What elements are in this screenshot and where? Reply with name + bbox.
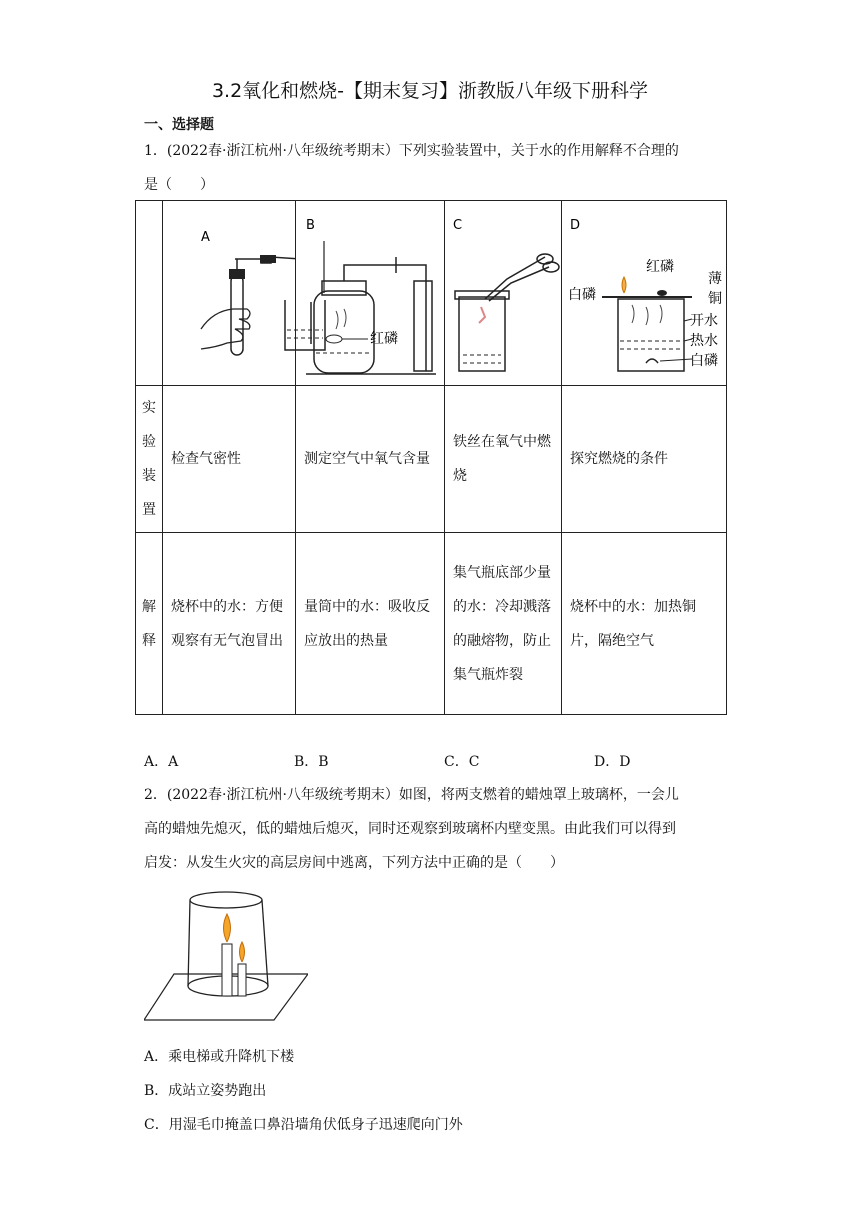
figure-d-white-phosphorus-2-label: 白磷: [690, 353, 718, 369]
figure-b-red-phosphorus-label: 红磷: [370, 331, 398, 347]
q1-option-c[interactable]: C．C: [444, 754, 480, 770]
question-2: [144, 778, 728, 880]
candle-glass-figure: [144, 884, 308, 1024]
figure-d-combustion-conditions-apparatus: [562, 201, 726, 381]
q2-option-b[interactable]: B．成站立姿势跑出: [144, 1083, 267, 1099]
question-1-line-2: 是（ ）: [144, 177, 214, 193]
figure-c-cell: [445, 201, 562, 386]
figure-a-beaker: [281, 296, 331, 356]
figure-d-cell: [562, 201, 727, 386]
explanation-a: 烧杯中的水：方便观察有无气泡冒出: [163, 533, 296, 715]
figure-d-boiling-water-label: 开水: [690, 313, 718, 329]
apparatus-a: 检查气密性: [163, 386, 296, 533]
explanation-c: 集气瓶底部少量的水：冷却溅落的融熔物，防止集气瓶炸裂: [445, 533, 562, 715]
figure-b-letter: B: [306, 218, 315, 233]
figure-d-hot-water-label: 热水: [690, 333, 718, 349]
figure-a-letter: A: [201, 230, 210, 245]
figure-d-thin-label: 薄: [708, 271, 722, 287]
q2-option-a[interactable]: A．乘电梯或升降机下楼: [144, 1049, 295, 1065]
figure-d-white-phosphorus-label: 白磷: [568, 287, 596, 303]
apparatus-b: 测定空气中氧气含量: [296, 386, 445, 533]
question-1: [144, 134, 728, 202]
question-2-line-3: 启发：从发生火灾的高层房间中逃离，下列方法中正确的是（ ）: [144, 855, 564, 871]
experiment-table: [135, 200, 727, 715]
row-label-apparatus: 实 验 装 置: [136, 386, 163, 533]
figure-d-letter: D: [570, 218, 581, 233]
table-cell-empty: [136, 201, 163, 386]
page-title: 3.2氧化和燃烧-【期末复习】浙教版八年级下册科学: [211, 80, 649, 102]
q1-option-d[interactable]: D．D: [594, 754, 631, 770]
figure-a-airtightness-apparatus: [163, 201, 295, 381]
apparatus-c: 铁丝在氧气中燃烧: [445, 386, 562, 533]
explanation-d: 烧杯中的水：加热铜片，隔绝空气: [562, 533, 727, 715]
figure-a-cell: [163, 201, 296, 386]
figure-d-copper-label: 铜: [708, 291, 722, 307]
figure-b-cell: [296, 201, 445, 386]
table-row-figures: [136, 201, 727, 386]
q1-option-b[interactable]: B．B: [294, 754, 329, 770]
explanation-b: 量筒中的水：吸收反应放出的热量: [296, 533, 445, 715]
figure-c-letter: C: [453, 218, 463, 233]
question-1-line-1: 1．(2022春·浙江杭州·八年级统考期末）下列实验装置中，关于水的作用解释不合理的: [144, 143, 679, 159]
table-row-apparatus: [136, 386, 727, 533]
q1-option-a[interactable]: A．A: [144, 754, 179, 770]
row-label-explanation: 解 释: [136, 533, 163, 715]
question-2-line-1: 2．(2022春·浙江杭州·八年级统考期末）如图，将两支燃着的蜡烛罩上玻璃杯，一会儿: [144, 787, 679, 803]
q2-option-c[interactable]: C．用湿毛巾掩盖口鼻沿墙角伏低身子迅速爬向门外: [144, 1117, 463, 1133]
apparatus-d: 探究燃烧的条件: [562, 386, 727, 533]
table-row-explanation: [136, 533, 727, 715]
figure-d-red-phosphorus-label: 红磷: [646, 259, 674, 275]
section-heading: 一、选择题: [144, 117, 214, 133]
figure-c-iron-wire-apparatus: [445, 201, 561, 381]
question-2-line-2: 高的蜡烛先熄灭，低的蜡烛后熄灭，同时还观察到玻璃杯内壁变黑。由此我们可以得到: [144, 821, 676, 837]
